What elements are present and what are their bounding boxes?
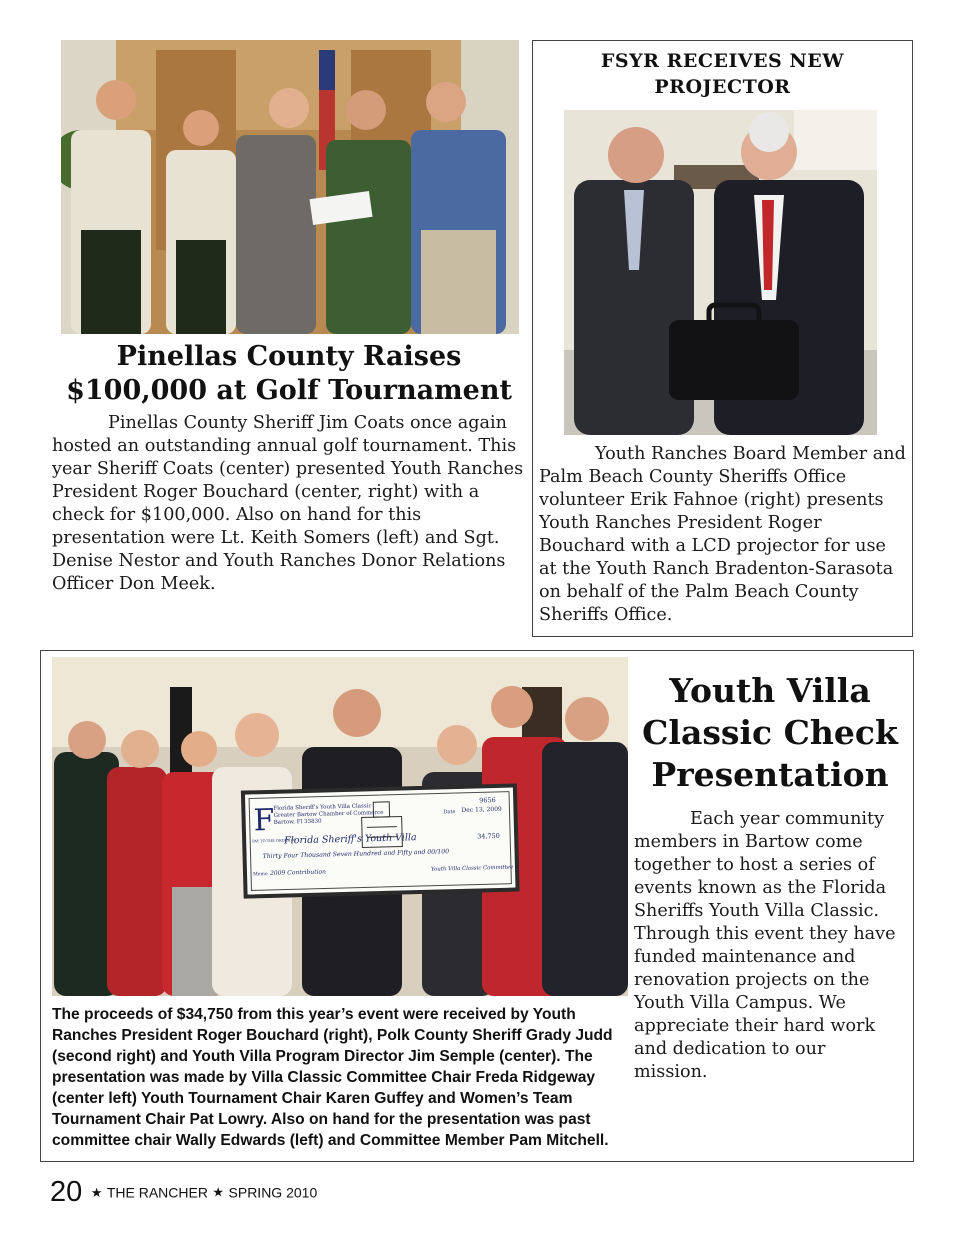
villa-photo-caption: The proceeds of $34,750 from this year’s event were received by Youth Ranches President Roger Bouchard (right), Polk County Sheriff Grady Judd (second right) and Youth Villa Program Director Jim Semple (center). The presentation was made by Villa Classic Committee Chair Freda Ridgeway (center left) Youth Tournament Chair Karen Guffey and Women’s Team Tournament Chair Pat Lowry. Also on hand for the presentation was past committee chair Wally Edwards (left) and Committee Member Pam Mitchell. — [52, 1006, 613, 1149]
issue-date: SPRING 2010 — [228, 1184, 318, 1201]
check-date: Dec 13, 2009 — [461, 805, 502, 814]
projector-article-body: Youth Ranches Board Member and Palm Beach County Sheriffs Office volunteer Erik Fahnoe (right) presents Youth Ranches President Roger Bouchard with a LCD projector for use at the Youth Ranch Bradenton-Sarasota on behalf of the Palm Beach County Sheriffs Office. — [539, 444, 906, 625]
check-number: 9656 — [479, 796, 496, 805]
check-signature: Youth Villa Classic Committee — [430, 864, 514, 873]
villa-article-title — [636, 670, 904, 796]
page-footer — [50, 1176, 317, 1216]
star-icon: ★ — [90, 1184, 103, 1200]
check-payee: Florida Sheriff's Youth Villa — [284, 832, 417, 847]
golf-tournament-photo — [61, 40, 519, 334]
golf-article-title — [50, 340, 528, 408]
villa-title-line3: Presentation — [651, 755, 889, 794]
villa-title-line1: Youth Villa — [669, 671, 871, 710]
check-memo: 2009 Contribution — [269, 868, 327, 877]
villa-title-line2: Classic Check — [642, 713, 898, 752]
golf-title-line2: $100,000 at Golf Tournament — [66, 375, 512, 406]
check-pay-label: PAY TO THE ORDER OF — [252, 838, 297, 844]
projector-title-line2: PROJECTOR — [654, 76, 791, 98]
golf-title-line1: Pinellas County Raises — [116, 341, 462, 372]
projector-title-line1: FSYR RECEIVES NEW — [600, 50, 845, 72]
projector-article-title — [540, 48, 905, 100]
golf-article-body: Pinellas County Sheriff Jim Coats once again hosted an outstanding annual golf tournament. This year Sheriff Coats (center) presented Youth Ranches President Roger Bouchard (center, right) with a check for $100,000. Also on hand for this presentation were Lt. Keith Somers (left) and Sgt. Denise Nestor and Youth Ranches Donor Relations Officer Don Meek. — [52, 413, 524, 594]
page-number: 20 — [50, 1176, 83, 1208]
projector-photo — [564, 110, 877, 435]
check-org-line3: Bartow, Fl 33830 — [273, 818, 322, 826]
check-org-line1: Florida Sheriff's Youth Villa Classic — [273, 803, 372, 812]
check-amount: 34,750 — [477, 831, 500, 841]
check-date-label: Date — [443, 809, 456, 816]
star-icon: ★ — [212, 1184, 225, 1200]
check-org-line2: Greater Bartow Chamber of Commerce — [273, 809, 384, 819]
check-amount-words: Thirty Four Thousand Seven Hundred and Fifty and 00/100 — [262, 848, 450, 861]
villa-check-photo — [52, 657, 628, 996]
villa-article-body: Each year community members in Bartow come together to host a series of events known as the Florida Sheriffs Youth Villa Classic. Through this event they have funded maintenance and renovation projects on the Youth Villa Campus. We appreciate their hard work and dedication to our mission. — [634, 809, 896, 1082]
publication-name: THE RANCHER — [106, 1184, 208, 1201]
check-letter: F — [253, 802, 275, 839]
check-memo-label: Memo — [253, 872, 268, 878]
